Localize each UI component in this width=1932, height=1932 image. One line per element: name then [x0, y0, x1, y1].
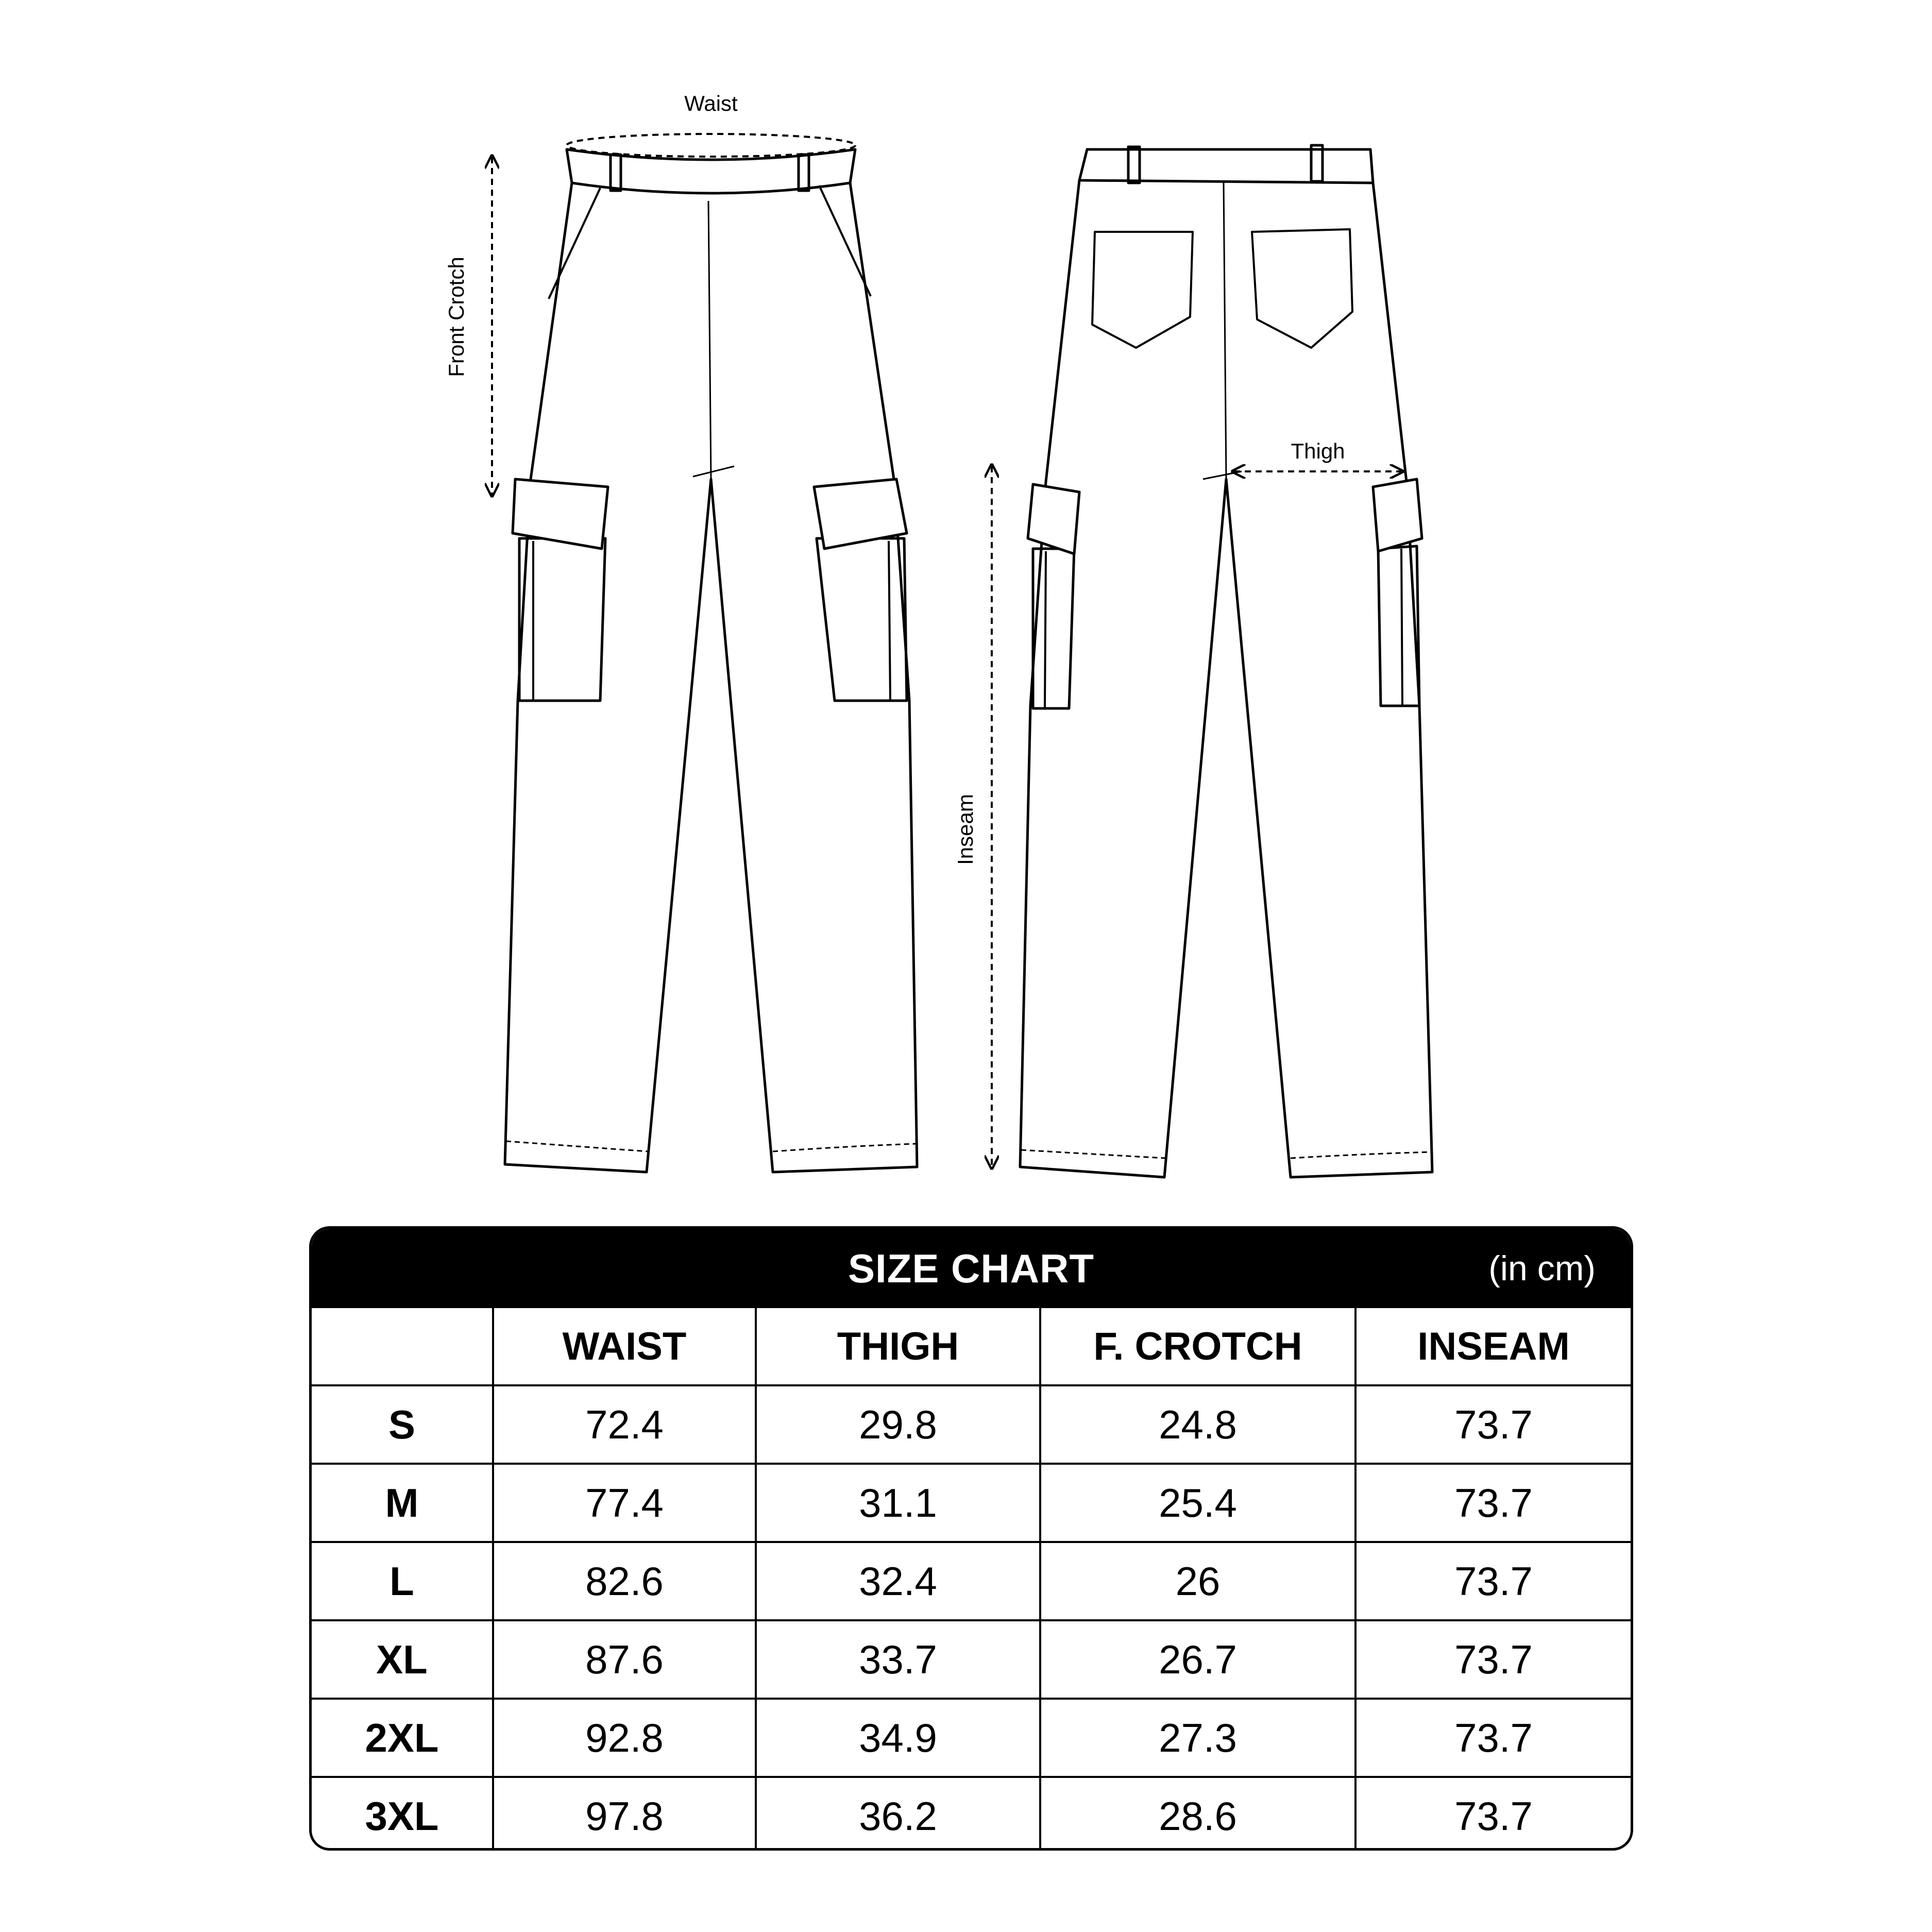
waist-cell: 87.6 — [493, 1620, 756, 1699]
waist-cell: 77.4 — [493, 1464, 756, 1542]
inseam-cell: 73.7 — [1454, 1793, 1533, 1839]
size-cell: S — [312, 1385, 493, 1464]
waist-cell: 82.6 — [493, 1542, 756, 1620]
column-header-thigh: THIGH — [756, 1308, 1040, 1385]
table-row — [312, 1385, 1631, 1464]
inseam-cell: 73.7 — [1355, 1464, 1631, 1542]
inseam-cell: 73.7 — [1355, 1385, 1631, 1464]
size-table — [312, 1308, 1631, 1851]
table-row — [312, 1777, 1631, 1851]
column-header-inseam: INSEAM — [1355, 1308, 1631, 1385]
table-row — [312, 1699, 1631, 1777]
column-header-waist: WAIST — [493, 1308, 756, 1385]
crotch-cell: 26.7 — [1040, 1620, 1355, 1699]
column-header — [312, 1308, 493, 1385]
waist-label: Waist — [684, 91, 738, 115]
thigh-cell: 36.2 — [756, 1777, 1040, 1851]
table-row — [312, 1542, 1631, 1620]
size-chart — [309, 1226, 1633, 1851]
inseam-label: Inseam — [953, 794, 977, 865]
waist-cell: 92.8 — [493, 1699, 756, 1777]
table-row — [312, 1464, 1631, 1542]
inseam-cell: 73.7 — [1355, 1699, 1631, 1777]
size-cell: L — [312, 1542, 493, 1620]
thigh-cell: 33.7 — [756, 1620, 1040, 1699]
inseam-cell: 73.7 — [1355, 1542, 1631, 1620]
thigh-label: Thigh — [1291, 439, 1345, 463]
size-cell: 2XL — [312, 1699, 493, 1777]
size-chart-header — [312, 1229, 1631, 1308]
waist-cell: 97.8 — [493, 1777, 756, 1851]
crotch-cell: 26 — [1040, 1542, 1355, 1620]
front-crotch-label: Front Crotch — [444, 257, 468, 377]
waist-measure-line — [567, 134, 855, 157]
size-cell: M — [312, 1464, 493, 1542]
crotch-cell: 28.6 — [1040, 1777, 1355, 1851]
size-cell: 3XL — [312, 1777, 493, 1851]
back-pants — [1020, 145, 1432, 1177]
table-header-row — [312, 1308, 1631, 1385]
inseam-cell: 73.7 — [1355, 1620, 1631, 1699]
crotch-cell: 25.4 — [1040, 1464, 1355, 1542]
thigh-cell: 29.8 — [756, 1385, 1040, 1464]
size-chart-title: SIZE CHART — [848, 1246, 1094, 1291]
thigh-cell: 31.1 — [756, 1464, 1040, 1542]
table-row — [312, 1620, 1631, 1699]
front-pants — [505, 149, 917, 1172]
thigh-cell: 32.4 — [756, 1542, 1040, 1620]
crotch-cell: 24.8 — [1040, 1385, 1355, 1464]
column-header-crotch: F. CROTCH — [1040, 1308, 1355, 1385]
crotch-cell: 27.3 — [1040, 1699, 1355, 1777]
size-chart-unit: (in cm) — [1488, 1249, 1596, 1288]
size-cell: XL — [312, 1620, 493, 1699]
thigh-cell: 34.9 — [756, 1699, 1040, 1777]
waist-cell: 72.4 — [493, 1385, 756, 1464]
